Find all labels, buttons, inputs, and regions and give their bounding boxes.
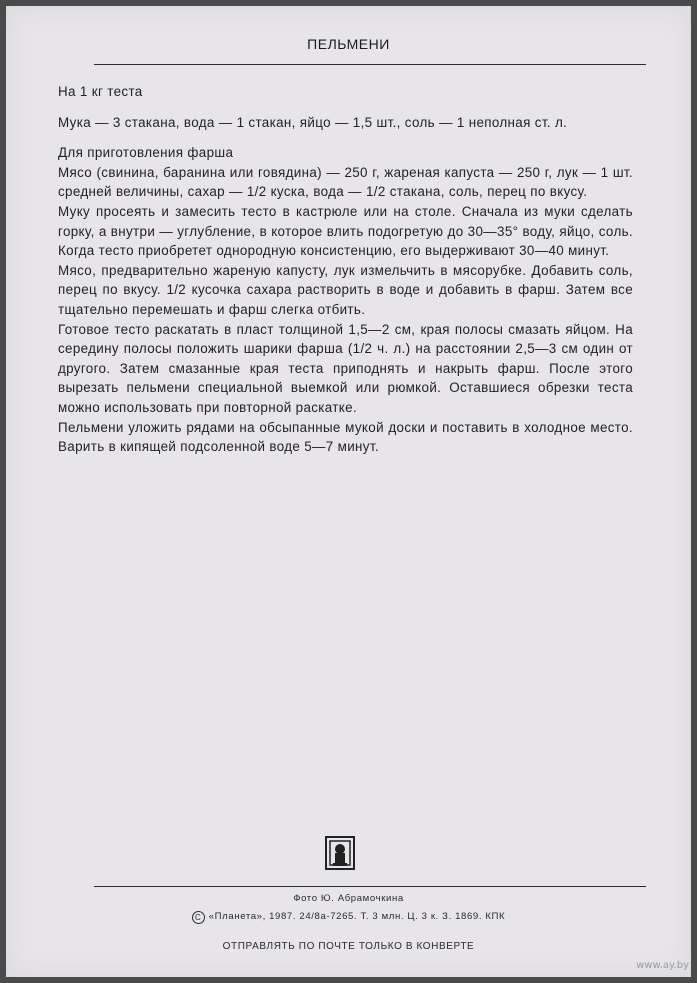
dough-ingredients: Мука — 3 стакана, вода — 1 стакан, яйцо — 1,5 шт., соль — 1 неполная ст. л. bbox=[58, 114, 568, 130]
publisher-logo-icon bbox=[325, 836, 355, 870]
recipe-body bbox=[58, 82, 633, 457]
top-divider bbox=[94, 64, 646, 65]
filling-ingredients: Мясо (свинина, баранина или говядина) — 250 г, жареная капуста — 250 г, лук — 1 шт. средней величины, сахар — 1/2 куска, вода — 1/2 стакана, соль, перец по вкусу. bbox=[58, 164, 633, 200]
bottom-divider bbox=[94, 886, 646, 887]
mailing-note: ОТПРАВЛЯТЬ ПО ПОЧТЕ ТОЛЬКО В КОНВЕРТЕ bbox=[222, 941, 475, 952]
copyright-icon: С bbox=[192, 911, 205, 924]
watermark: www.ay.by bbox=[636, 960, 689, 971]
recipe-step: Пельмени уложить рядами на обсыпанные мукой доски и поставить в холодное место. Варить в кипящей подсоленной воде 5—7 минут. bbox=[58, 419, 633, 455]
recipe-step: Готовое тесто раскатать в пласт толщиной 1,5—2 см, края полосы смазать яйцом. На середину полосы положить шарики фарша (1/2 ч. л.) на расстоянии 2,5—3 см один от другого. Затем смазанные края теста приподнять и накрыть фарш. После этого вырезать пельмени специальной выемкой или рюмкой. Оставшиеся обрезки теста можно использовать при повторной раскатке. bbox=[58, 321, 633, 415]
postcard-back bbox=[6, 6, 691, 977]
recipe-step: Муку просеять и замесить тесто в кастрюле или на столе. Сначала из муки сделать горку, а внутри — углубление, в которое влить подогретую до 30—35° воду, яйцо, соль. Когда тесто приобретет однородную консистенцию, его выдерживают 30—40 минут. bbox=[58, 203, 633, 259]
dough-heading: На 1 кг теста bbox=[58, 84, 143, 99]
filling-heading: Для приготовления фарша bbox=[58, 145, 234, 161]
recipe-step: Мясо, предварительно жареную капусту, лук измельчить в мясорубке. Добавить соль, перец по вкусу. 1/2 кусочка сахара растворить в воде и добавить в фарш. Затем все тщательно перемешать и фарш слегка отбить. bbox=[58, 262, 633, 317]
publisher-text: «Планета», 1987. 24/8а-7265. Т. 3 млн. Ц. 3 к. З. 1869. КПК bbox=[208, 911, 506, 922]
publisher-line bbox=[6, 911, 691, 924]
page-title: ПЕЛЬМЕНИ bbox=[307, 36, 390, 52]
photo-credit: Фото Ю. Абрамочкина bbox=[293, 893, 404, 904]
